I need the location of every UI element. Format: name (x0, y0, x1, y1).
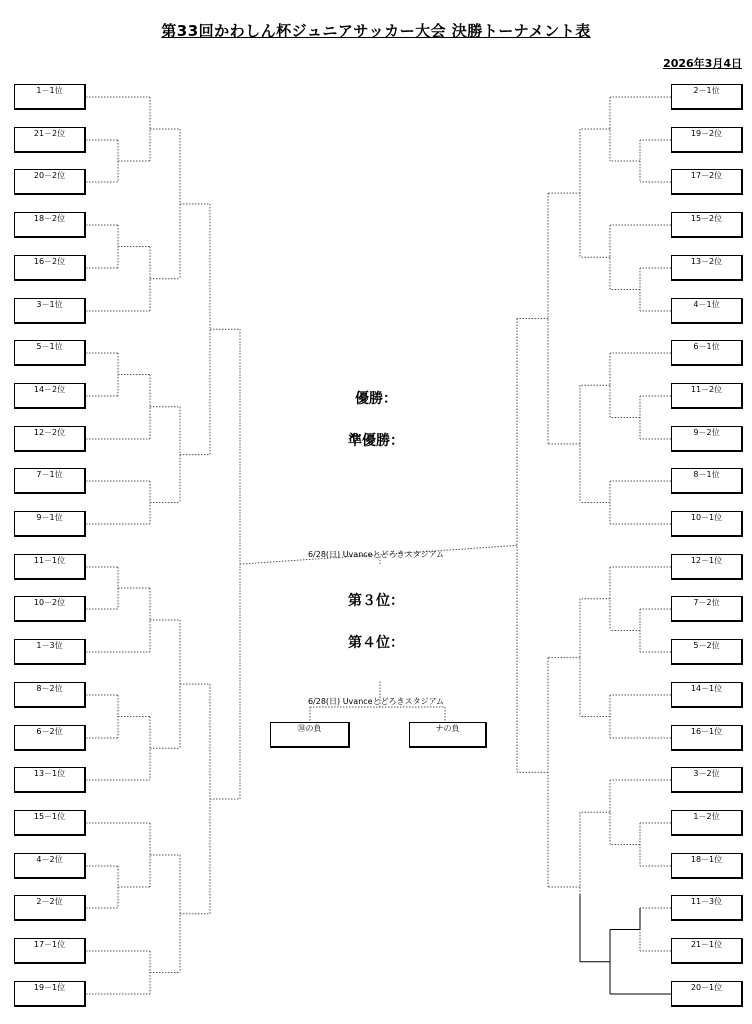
right-team-slot: 2－1位 (671, 84, 743, 110)
right-team-slot: 10－1位 (671, 511, 743, 537)
left-team-slot: 1－1位 (14, 84, 86, 110)
left-team-slot: 21－2位 (14, 127, 86, 153)
left-team-slot: 19－1位 (14, 981, 86, 1007)
right-team-slot: 17－2位 (671, 169, 743, 195)
left-team-slot: 13－1位 (14, 767, 86, 793)
right-team-slot: 16－1位 (671, 725, 743, 751)
right-team-slot: 20－1位 (671, 981, 743, 1007)
page-title: 第33回かわしん杯ジュニアサッカー大会 決勝トーナメント表 (161, 22, 591, 40)
left-team-slot: 4－2位 (14, 853, 86, 879)
right-team-slot: 11－3位 (671, 895, 743, 921)
right-team-slot: 19－2位 (671, 127, 743, 153)
right-team-slot: 14－1位 (671, 682, 743, 708)
champion-label: 優勝： (355, 391, 397, 407)
third-place-slot-right: ナの負 (409, 722, 487, 748)
right-team-slot: 9－2位 (671, 426, 743, 452)
right-team-slot: 21－1位 (671, 938, 743, 964)
left-team-slot: 18－2位 (14, 212, 86, 238)
right-team-slot: 3－2位 (671, 767, 743, 793)
left-team-slot: 15－1位 (14, 810, 86, 836)
left-team-slot: 17－1位 (14, 938, 86, 964)
right-team-slot: 7－2位 (671, 596, 743, 622)
left-team-slot: 11－1位 (14, 554, 86, 580)
left-team-slot: 14－2位 (14, 383, 86, 409)
right-team-slot: 12－1位 (671, 554, 743, 580)
third-place-label: 第３位： (348, 593, 404, 609)
left-team-slot: 12－2位 (14, 426, 86, 452)
left-team-slot: 2－2位 (14, 895, 86, 921)
left-team-slot: 9－1位 (14, 511, 86, 537)
final-venue: 6/28(日) Uvanceとどろきスタジアム (307, 550, 445, 559)
right-team-slot: 4－1位 (671, 298, 743, 324)
third-place-venue: 6/28(日) Uvanceとどろきスタジアム (307, 697, 445, 706)
right-team-slot: 13－2位 (671, 255, 743, 281)
left-team-slot: 1－3位 (14, 639, 86, 665)
left-team-slot: 7－1位 (14, 468, 86, 494)
right-team-slot: 5－2位 (671, 639, 743, 665)
left-team-slot: 6－2位 (14, 725, 86, 751)
right-team-slot: 18－1位 (671, 853, 743, 879)
left-team-slot: 10－2位 (14, 596, 86, 622)
document-date: 2026年3月4日 (663, 57, 742, 70)
right-team-slot: 6－1位 (671, 340, 743, 366)
runner-up-label: 準優勝： (348, 433, 404, 449)
left-team-slot: 16－2位 (14, 255, 86, 281)
right-team-slot: 8－1位 (671, 468, 743, 494)
third-place-slot-left: ㉚の負 (270, 722, 350, 748)
right-team-slot: 11－2位 (671, 383, 743, 409)
fourth-place-label: 第４位： (348, 635, 404, 651)
right-team-slot: 1－2位 (671, 810, 743, 836)
right-team-slot: 15－2位 (671, 212, 743, 238)
left-team-slot: 3－1位 (14, 298, 86, 324)
left-team-slot: 5－1位 (14, 340, 86, 366)
left-team-slot: 8－2位 (14, 682, 86, 708)
left-team-slot: 20－2位 (14, 169, 86, 195)
